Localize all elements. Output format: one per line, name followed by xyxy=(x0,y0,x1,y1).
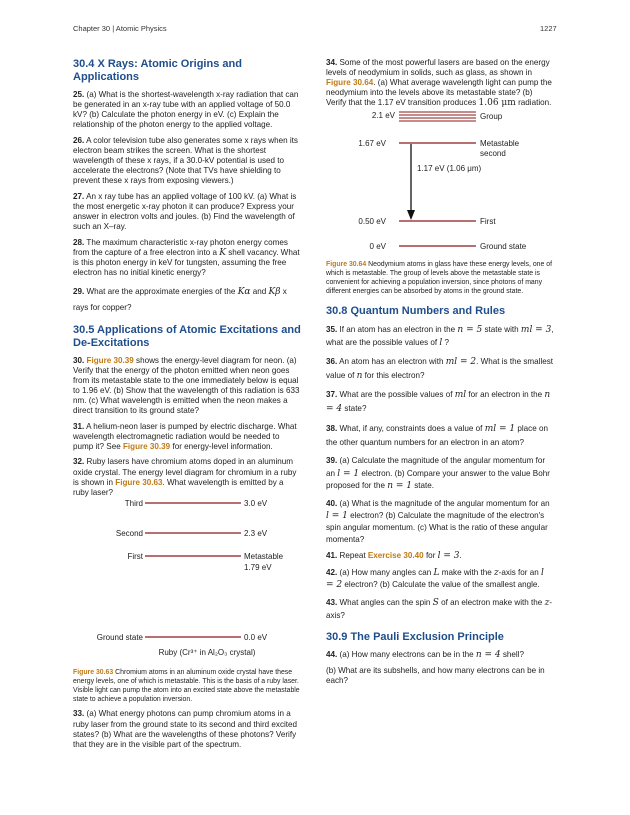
level-energy-value: 1.79 eV xyxy=(244,562,272,572)
level-label: Second xyxy=(115,528,143,538)
exercise-33: 33. (a) What energy photons can pump chromium atoms in a ruby laser from the ground state to its second and third excited states? (b) What are the wavelengths of these photons? Verify that they are in the visible part of the spectrum. xyxy=(73,709,298,749)
level-label: Metastable xyxy=(480,139,520,149)
level-label: First xyxy=(127,551,143,561)
section-title-30-4: 30.4 X Rays: Atomic Origins and Applications xyxy=(73,58,242,83)
right-column xyxy=(326,58,554,691)
exercise-44-b: (b) What are its subshells, and how many electrons can be in each? xyxy=(326,665,545,685)
level-energy: 0 eV xyxy=(369,242,386,252)
level-label: second xyxy=(480,149,506,159)
figure-30-63-caption: Figure 30.63 Chromium atoms in an aluminum oxide crystal have these energy levels, one of which is metastable. This is the basis of a ruby laser. Visible light can pump the atom into an excited state above the metastable state to achieve a population inversion. xyxy=(73,668,300,703)
exercise-28: 28. The maximum characteristic x-ray photon energy comes from the capture of a free electron into a K shell vacancy. What is this photon energy in keV for tungsten, assuming the free electron has no initial kinetic energy? xyxy=(73,237,300,277)
level-energy: 0.0 eV xyxy=(244,632,268,642)
level-label: Ground state xyxy=(480,242,527,252)
level-label: Ground state xyxy=(96,632,143,642)
chapter-header: Chapter 30 | Atomic Physics xyxy=(73,24,167,33)
exercise-31: 31. A helium-neon laser is pumped by electric discharge. What wavelength electromagnetic radiation would be needed to pump it? See Figure 30.39 for energy-level information. xyxy=(73,421,297,451)
exercise-25: 25. (a) What is the shortest-wavelength x-ray radiation that can be generated in an x-ray tube with an applied voltage of 50.0 kV? (b) Calculate the photon energy in eV. (c) Explain the relationship of the photon energy to the applied voltage. xyxy=(73,90,299,130)
exercise-39: 39. (a) Calculate the magnitude of the angular momentum for an l = 1 electron. (b) Compare your answer to the value Bohr proposed for the n = 1 state. xyxy=(326,456,550,492)
exercise-35: 35. If an atom has an electron in the n = 5 state with ml = 3, what are the possible values of l ? xyxy=(326,325,554,348)
level-label: Group xyxy=(480,112,503,122)
level-energy: 2.1 eV xyxy=(371,111,395,121)
figure-30-63-diagram xyxy=(73,498,301,648)
left-column xyxy=(73,58,301,755)
exercise-36: 36. An atom has an electron with ml = 2. What is the smallest value of n for this electron? xyxy=(326,356,554,381)
exercise-27: 27. An x ray tube has an applied voltage of 100 kV. (a) What is the most energetic x-ray photon it can produce? Express your answer in electron volts and joules. (b) Find the wavelength of such an X–ray. xyxy=(73,191,297,232)
figure-30-64-diagram xyxy=(326,110,554,252)
exercise-41: 41. Repeat Exercise 30.40 for l = 3. xyxy=(326,550,462,561)
exercise-30: 30. Figure 30.39 shows the energy-level diagram for neon. (a) Verify that the energy of the photon emitted when neon goes from its metastable state to the one immediately below is equal to 1.96 eV. (b) Show that the wavelength of this radiation is 633 nm. (c) What wavelength is emitted when the neon makes a direct transition to its ground state? xyxy=(73,355,300,416)
exercise-43: 43. What angles can the spin S of an electron make with the z-axis? xyxy=(326,598,553,620)
exercise-40: 40. (a) What is the magnitude of the angular momentum for an l = 1 electron? (b) Calculate the magnitude of the electron's spin angular momentum. (c) What is the ratio of these angular momenta? xyxy=(326,499,550,544)
level-energy: 3.0 eV xyxy=(244,498,268,508)
level-energy: 0.50 eV xyxy=(358,217,386,227)
exercise-link[interactable]: Exercise 30.40 xyxy=(367,550,424,560)
figure-link[interactable]: Figure 30.64 xyxy=(326,78,374,88)
exercise-44: 44. (a) How many electrons can be in the n = 4 shell? xyxy=(326,650,525,661)
figure-link[interactable]: Figure 30.39 xyxy=(122,441,171,451)
page-number: 1227 xyxy=(540,24,557,33)
exercise-34: 34. Some of the most powerful lasers are based on the energy levels of neodymium in solids, such as glass, as shown in Figure 30.64. (a) What average wavelength light can pump the neodymium into the levels above its metastable state? (b) Verify that the 1.17 eV transition produces 1.06 μm radiation. xyxy=(326,58,552,109)
exercise-26: 26. A color television tube also generates some x rays when its electron beam strikes the screen. What is the shortest wavelength of these x rays, if a 30.0-kV potential is used to accelerate the electrons? (Note that TVs have shielding to prevent these x rays from exposing viewers.) xyxy=(73,135,298,186)
level-label: First xyxy=(480,217,496,227)
exercise-37: 37. What are the possible values of ml for an electron in the n = 4 state? xyxy=(326,390,551,415)
figure-link[interactable]: Figure 30.39 xyxy=(86,355,134,365)
transition-label: 1.17 eV (1.06 μm) xyxy=(417,164,482,174)
level-energy: Metastable xyxy=(244,551,284,561)
level-energy: 1.67 eV xyxy=(358,139,386,149)
exercise-32: 32. Ruby lasers have chromium atoms doped in an aluminum oxide crystal. The energy level diagram for chromium in a ruby is shown in Figure 30.63. What wavelength is emitted by a ruby laser? xyxy=(73,457,297,497)
figure-30-64-caption: Figure 30.64 Neodymium atoms in glass have these energy levels, one of which is metastable. The group of levels above the metastable state is convenient for achieving a population inversion, since photons of many different energies can be absorbed by atoms in the ground state. xyxy=(326,261,552,296)
figure-link[interactable]: Figure 30.63 xyxy=(115,477,163,487)
exercise-38: 38. What, if any, constraints does a value of ml = 1 place on the other quantum numbers for an electron in an atom? xyxy=(326,423,548,447)
exercise-42: 42. (a) How many angles can L make with the z-axis for an l = 2 electron? (b) Calculate the value of the smallest angle. xyxy=(326,567,544,591)
section-title-30-8: 30.8 Quantum Numbers and Rules xyxy=(326,305,506,318)
section-title-30-9: 30.9 The Pauli Exclusion Principle xyxy=(326,631,504,644)
level-energy: 2.3 eV xyxy=(244,528,268,538)
level-label: Third xyxy=(124,498,143,508)
section-title-30-5: 30.5 Applications of Atomic Excitations and De-Excitations xyxy=(73,323,301,349)
arrow-head xyxy=(407,210,415,220)
crystal-label: Ruby (Cr³⁺ in Al₂O₃ crystal) xyxy=(158,647,256,657)
exercise-29: 29. What are the approximate energies of the Kα and Kβ x rays for copper? xyxy=(73,286,287,312)
